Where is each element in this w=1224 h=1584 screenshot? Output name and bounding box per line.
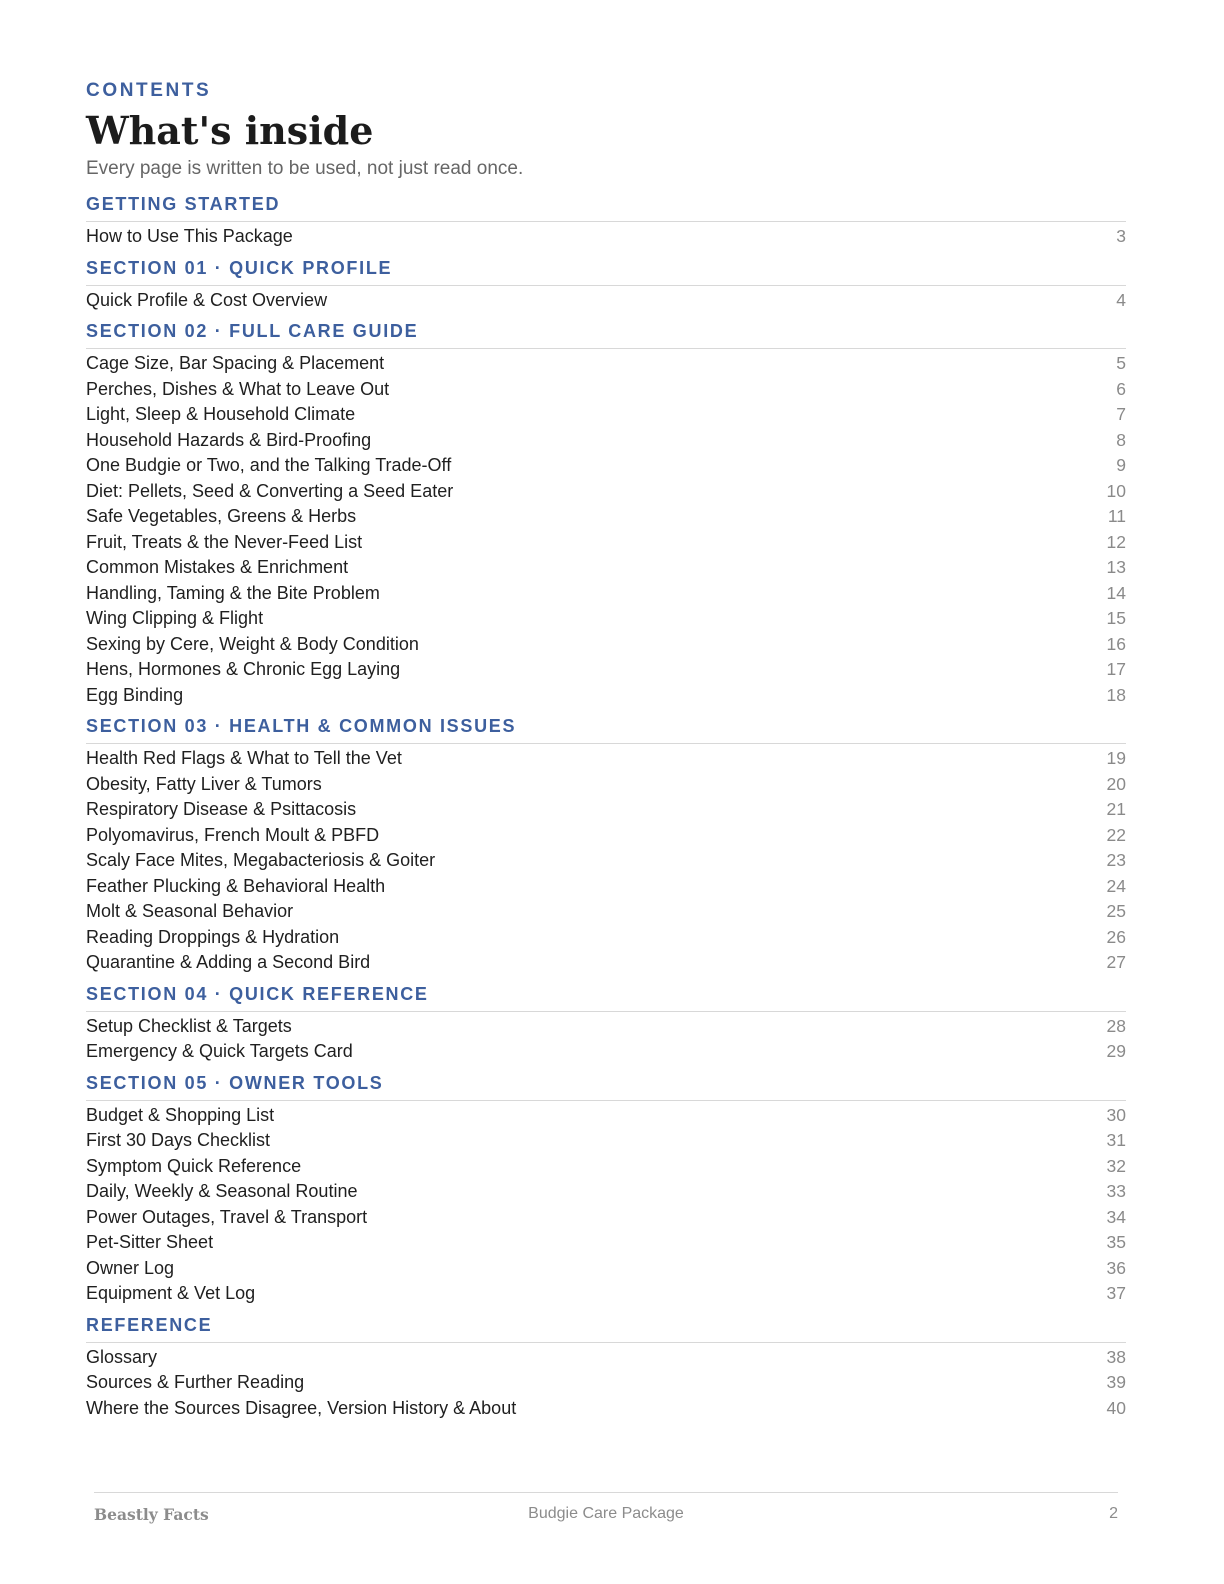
toc-entry-page-number: 7 (1116, 404, 1126, 424)
toc-entry[interactable] (86, 606, 1126, 632)
toc-entry[interactable] (86, 224, 1126, 250)
toc-entry-page-number: 19 (1106, 748, 1126, 768)
toc-entry-label: Owner Log (86, 1257, 175, 1278)
section-heading: SECTION 02 · FULL CARE GUIDE (86, 319, 1126, 349)
toc-entry-label: Equipment & Vet Log (86, 1283, 256, 1303)
toc-entry-label: Household Hazards & Bird-Proofing (86, 429, 372, 450)
toc-entry[interactable] (86, 428, 1126, 454)
section-heading: SECTION 01 · QUICK PROFILE (86, 256, 1126, 286)
toc-entry[interactable] (86, 288, 1126, 314)
toc-entry-page-number: 30 (1106, 1104, 1126, 1125)
toc-entry-label: Diet: Pellets, Seed & Converting a Seed Eater (86, 480, 454, 501)
toc-entry[interactable] (86, 504, 1126, 530)
toc-entry[interactable] (86, 772, 1126, 798)
toc-entry[interactable] (86, 1154, 1126, 1180)
toc-entry-page-number: 24 (1106, 875, 1126, 896)
toc-entry-page-number: 12 (1106, 531, 1126, 552)
toc-entry-label: Egg Binding (86, 684, 184, 705)
table-of-contents (86, 192, 1126, 1421)
page-title: What's inside (86, 108, 374, 153)
toc-entry-label: Safe Vegetables, Greens & Herbs (86, 506, 357, 526)
toc-entry[interactable] (86, 453, 1126, 479)
section-heading: SECTION 03 · HEALTH & COMMON ISSUES (86, 714, 1126, 744)
toc-entry[interactable] (86, 530, 1126, 556)
toc-entry-page-number: 28 (1106, 1015, 1126, 1036)
footer-document-title: Budgie Care Package (528, 1505, 684, 1522)
toc-entry[interactable] (86, 377, 1126, 403)
toc-entry-page-number: 40 (1106, 1397, 1126, 1418)
toc-entry-label: Glossary (86, 1346, 158, 1367)
toc-entry-label: Setup Checklist & Targets (86, 1015, 292, 1036)
toc-entry[interactable] (86, 657, 1126, 683)
toc-entry-label: One Budgie or Two, and the Talking Trade-Off (86, 455, 452, 475)
toc-entry-page-number: 27 (1106, 952, 1126, 972)
toc-section (86, 1071, 1126, 1307)
toc-section (86, 256, 1126, 314)
toc-entry-label: Quick Profile & Cost Overview (86, 289, 328, 310)
toc-entry-label: Common Mistakes & Enrichment (86, 557, 349, 577)
toc-entry-label: Cage Size, Bar Spacing & Placement (86, 353, 385, 373)
toc-entry-label: Emergency & Quick Targets Card (86, 1041, 353, 1061)
toc-section (86, 1313, 1126, 1422)
footer-brand: Beastly Facts (94, 1505, 209, 1524)
toc-entry-page-number: 34 (1106, 1206, 1126, 1227)
toc-entry[interactable] (86, 874, 1126, 900)
toc-entry[interactable] (86, 899, 1126, 925)
toc-entry-label: Symptom Quick Reference (86, 1155, 302, 1176)
toc-entry[interactable] (86, 1128, 1126, 1154)
toc-entry-page-number: 38 (1106, 1346, 1126, 1367)
toc-entry[interactable] (86, 581, 1126, 607)
toc-entry-page-number: 31 (1106, 1130, 1126, 1150)
toc-entry[interactable] (86, 351, 1126, 377)
toc-entry-label: Molt & Seasonal Behavior (86, 901, 294, 921)
toc-entry-label: Sources & Further Reading (86, 1372, 305, 1392)
toc-entry[interactable] (86, 1396, 1126, 1422)
toc-entry-label: Fruit, Treats & the Never-Feed List (86, 531, 363, 552)
toc-entry-page-number: 3 (1116, 226, 1126, 246)
toc-entry-page-number: 22 (1106, 824, 1126, 845)
section-heading: SECTION 05 · OWNER TOOLS (86, 1071, 1126, 1101)
toc-entry-page-number: 14 (1106, 582, 1126, 603)
toc-entry-page-number: 36 (1106, 1257, 1126, 1278)
toc-entry-page-number: 18 (1106, 684, 1126, 705)
toc-entry[interactable] (86, 848, 1126, 874)
section-heading: SECTION 04 · QUICK REFERENCE (86, 982, 1126, 1012)
toc-entry-page-number: 13 (1106, 557, 1126, 577)
toc-entry-page-number: 32 (1106, 1155, 1126, 1176)
toc-entry[interactable] (86, 746, 1126, 772)
toc-section (86, 319, 1126, 708)
footer-page-number: 2 (1109, 1505, 1118, 1522)
toc-entry-page-number: 21 (1106, 799, 1126, 819)
toc-entry-page-number: 11 (1107, 506, 1126, 526)
toc-entry[interactable] (86, 1230, 1126, 1256)
toc-entry[interactable] (86, 1370, 1126, 1396)
toc-entry[interactable] (86, 925, 1126, 951)
toc-entry-page-number: 16 (1106, 633, 1126, 654)
toc-entry-label: Reading Droppings & Hydration (86, 926, 340, 947)
toc-entry[interactable] (86, 1103, 1126, 1129)
toc-entry[interactable] (86, 1179, 1126, 1205)
toc-entry[interactable] (86, 402, 1126, 428)
toc-entry-page-number: 26 (1106, 926, 1126, 947)
toc-entry-page-number: 8 (1116, 429, 1126, 450)
toc-entry-page-number: 29 (1106, 1041, 1126, 1061)
toc-entry[interactable] (86, 1281, 1126, 1307)
toc-entry[interactable] (86, 797, 1126, 823)
toc-entry-label: Daily, Weekly & Seasonal Routine (86, 1181, 358, 1201)
toc-entry-label: Perches, Dishes & What to Leave Out (86, 378, 390, 399)
toc-entry-label: Power Outages, Travel & Transport (86, 1206, 368, 1227)
toc-entry[interactable] (86, 1014, 1126, 1040)
toc-entry-label: Obesity, Fatty Liver & Tumors (86, 773, 322, 794)
toc-entry-label: Hens, Hormones & Chronic Egg Laying (86, 659, 401, 679)
page-subtitle: Every page is written to be used, not just read once. (86, 158, 524, 179)
toc-entry-page-number: 17 (1106, 659, 1126, 679)
toc-entry-page-number: 35 (1106, 1232, 1126, 1252)
toc-entry-page-number: 37 (1106, 1283, 1126, 1303)
toc-entry[interactable] (86, 1345, 1126, 1371)
toc-entry[interactable] (86, 823, 1126, 849)
toc-entry-label: How to Use This Package (86, 226, 293, 246)
toc-entry[interactable] (86, 1256, 1126, 1282)
toc-entry-label: Wing Clipping & Flight (86, 608, 264, 628)
section-heading: REFERENCE (86, 1313, 1126, 1343)
toc-entry-label: Handling, Taming & the Bite Problem (86, 582, 380, 603)
toc-entry-page-number: 39 (1106, 1372, 1126, 1392)
toc-entry-label: First 30 Days Checklist (86, 1130, 271, 1150)
toc-entry-label: Quarantine & Adding a Second Bird (86, 952, 371, 972)
toc-entry-label: Scaly Face Mites, Megabacteriosis & Goiter (86, 850, 436, 870)
toc-entry-label: Light, Sleep & Household Climate (86, 404, 356, 424)
toc-entry-page-number: 6 (1116, 378, 1126, 399)
toc-entry-page-number: 20 (1106, 773, 1126, 794)
toc-entry-label: Where the Sources Disagree, Version History & About (86, 1397, 517, 1418)
toc-entry-label: Budget & Shopping List (86, 1104, 275, 1125)
toc-entry-page-number: 10 (1106, 480, 1126, 501)
toc-entry-label: Pet-Sitter Sheet (86, 1232, 214, 1252)
toc-entry[interactable] (86, 555, 1126, 581)
section-heading: GETTING STARTED (86, 192, 1126, 222)
toc-entry-page-number: 23 (1106, 850, 1126, 870)
page-footer (94, 1492, 1118, 1543)
toc-entry[interactable] (86, 950, 1126, 976)
toc-entry-page-number: 4 (1116, 289, 1126, 310)
toc-entry-label: Polyomavirus, French Moult & PBFD (86, 824, 380, 845)
toc-entry[interactable] (86, 479, 1126, 505)
toc-entry-page-number: 15 (1106, 608, 1126, 628)
toc-section (86, 192, 1126, 250)
toc-entry[interactable] (86, 683, 1126, 709)
toc-entry-page-number: 25 (1106, 901, 1126, 921)
contents-eyebrow: CONTENTS (86, 80, 212, 101)
toc-entry-page-number: 5 (1116, 353, 1126, 373)
toc-entry-page-number: 33 (1106, 1181, 1126, 1201)
toc-entry-label: Health Red Flags & What to Tell the Vet (86, 748, 402, 768)
toc-section (86, 714, 1126, 976)
toc-entry-label: Sexing by Cere, Weight & Body Condition (86, 633, 419, 654)
toc-entry[interactable] (86, 1039, 1126, 1065)
contents-page (86, 78, 1126, 1427)
toc-entry[interactable] (86, 1205, 1126, 1231)
toc-entry[interactable] (86, 632, 1126, 658)
toc-entry-label: Respiratory Disease & Psittacosis (86, 799, 357, 819)
toc-entry-label: Feather Plucking & Behavioral Health (86, 875, 386, 896)
toc-entry-page-number: 9 (1116, 455, 1126, 475)
toc-section (86, 982, 1126, 1065)
